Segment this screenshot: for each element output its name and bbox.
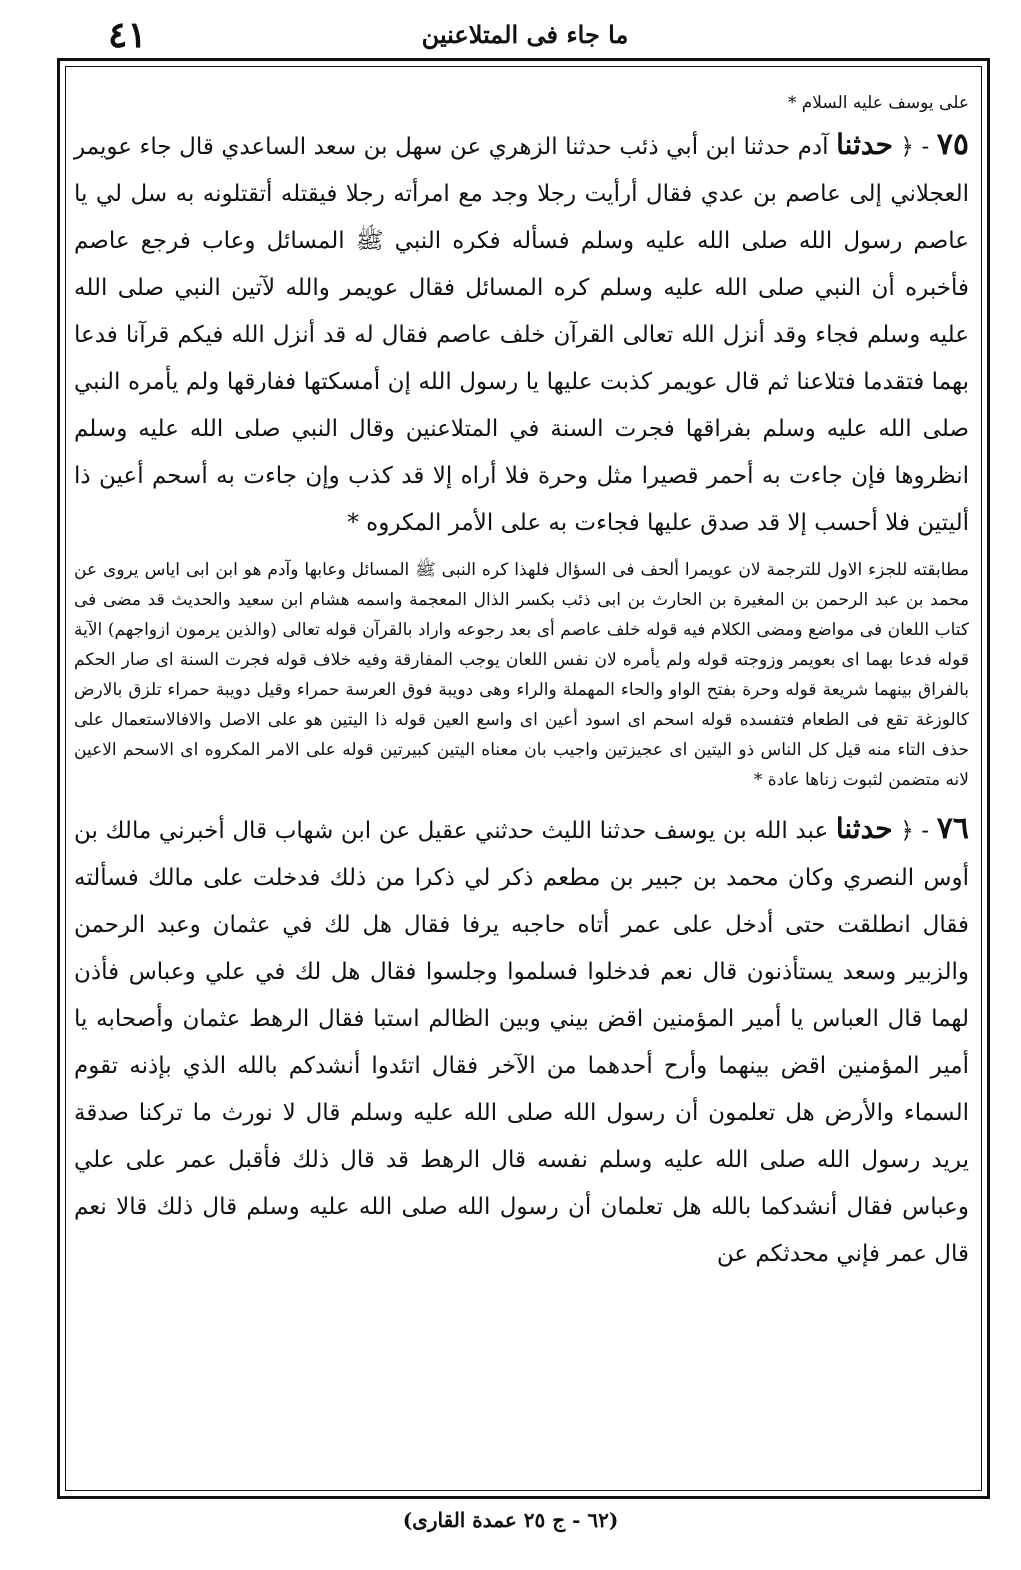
page-header (60, 14, 990, 54)
commentary-block: مطابقته للجزء الاول للترجمة لان عويمرا ألحف فى السؤال فلهذا كره النبى ﷺ المسائل وعابها وآدم هو ابن ابى اياس يروى عن محمد بن عبد الرحمن بن المغيرة بن الحارث بن ابى ذئب بكسر الذال المعجمة واسمه هشام ابن سعيد والحديث قد مضى فى كتاب اللعان فى مواضع ومضى الكلام فيه قوله خلف عاصم أى بعد رجوعه واراد بالقرآن قوله تعالى (والذين يرمون ازواجهم) الآية قوله فدعا بهما اى بعويمر وزوجته قوله ولم يأمره لان نفس اللعان يوجب المفارقة وفيه خلاف قوله فجرت السنة اى صار الحكم بالفراق بينهما شريعة قوله وحرة بفتح الواو والحاء المهملة والراء وهى دويبة فوق العرسة حمراء وقيل دويبة حمراء تلزق بالارض كالوزغة تقع فى الطعام فتفسده قوله اسحم اى اسود أعين اى واسع العين قوله ذا اليتين هو على الاصل والافالاستعمال على حذف التاء منه قيل كل الناس ذو اليتين اى عجيزتين واجيب بان معناه اليتين كبيرتين قوله على الامر المكروه اى الاسحم الاعين لانه متضمن لثبوت زناها عادة * (74, 560, 969, 790)
hadith-text: عبد الله بن يوسف حدثنا الليث حدثني عقيل عن ابن شهاب قال أخبرني مالك بن أوس النصري وكان محمد بن جبير بن مطعم ذكر لي ذكرا من ذلك فدخلت على مالك فسألته فقال انطلقت حتى أدخل على عمر أتاه حاجبه يرفا فقال هل لك في عثمان وعبد الرحمن والزبير وسعد يستأذنون قال نعم فدخلوا فسلموا وجلسوا فقال هل لك في علي وعباس فأذن لهما قال العباس يا أمير المؤمنين اقض بيني وبين الظالم استبا فقال الرهط عثمان وأصحابه يا أمير المؤمنين اقض بينهما وأرح أحدهما من الآخر فقال اتئدوا أنشدكم بالله الذي بإذنه تقوم السماء والأرض هل تعلمون أن رسول الله صلى الله عليه وسلم قال لا نورث ما تركنا صدقة يريد رسول الله صلى الله عليه وسلم نفسه قال الرهط قد قال ذلك فأقبل عمر على علي وعباس فقال أنشدكما بالله هل تعلمان أن رسول الله صلى الله عليه وسلم قال ذلك قالا نعم قال عمر فإني محدثكم عن (74, 818, 969, 1267)
isnad-mark: حدثنا (836, 128, 893, 161)
hadith-number: ٧٦ (936, 811, 970, 846)
inner-frame (65, 66, 982, 1491)
hadith-number: ٧٥ (936, 127, 969, 162)
page-footer: (٦٢ - ج ٢٥ عمدة القارى) (402, 1508, 619, 1532)
page-frame (57, 58, 990, 1499)
isnad-mark: حدثنا (835, 812, 893, 845)
running-title: ما جاء فى المتلاعنين (421, 20, 629, 49)
page-content (74, 91, 969, 1480)
carryover-line: على يوسف عليه السلام * (787, 93, 969, 113)
hadith-75: ٧٥ - ﴿ حدثنا آدم حدثنا ابن أبي ذئب حدثنا الزهري عن سهل بن سعد الساعدي قال جاء عويمر العجلاني إلى عاصم بن عدي فقال أرأيت رجلا وجد مع امرأته رجلا فيقتله أتقتلونه به سل لي يا عاصم رسول الله صلى الله عليه وسلم فسأله فكره النبي ﷺ المسائل وعاب فرجع عاصم فأخبره أن النبي صلى الله عليه وسلم كره المسائل فقال عويمر والله لآتين النبي صلى الله عليه وسلم فجاء وقد أنزل الله تعالى القرآن خلف عاصم فقال له قد أنزل الله فيكم قرآنا فدعا بهما فتقدما فتلاعنا ثم قال عويمر كذبت عليها يا رسول الله إن أمسكتها ففارقها ولم يأمره النبي صلى الله عليه وسلم بفراقها فجرت السنة في المتلاعنين وقال النبي صلى الله عليه وسلم انظروها فإن جاءت به أحمر قصيرا مثل وحرة فلا أراه إلا قد كذب وإن جاءت به أسحم أعين ذا أليتين فلا أحسب إلا قد صدق عليها فجاءت به على الأمر المكروه * (74, 127, 969, 536)
page-number: ٤١ (108, 14, 147, 56)
hadith-76: ٧٦ - ﴿ حدثنا عبد الله بن يوسف حدثنا الليث حدثني عقيل عن ابن شهاب قال أخبرني مالك بن أوس النصري وكان محمد بن جبير بن مطعم ذكر لي ذكرا من ذلك فدخلت على مالك فسألته فقال انطلقت حتى أدخل على عمر أتاه حاجبه يرفا فقال هل لك في عثمان وعبد الرحمن والزبير وسعد يستأذنون قال نعم فدخلوا فسلموا وجلسوا فقال هل لك في علي وعباس فأذن لهما قال العباس يا أمير المؤمنين اقض بيني وبين الظالم استبا فقال الرهط عثمان وأصحابه يا أمير المؤمنين اقض بينهما وأرح أحدهما من الآخر فقال اتئدوا أنشدكم بالله الذي بإذنه تقوم السماء والأرض هل تعلمون أن رسول الله صلى الله عليه وسلم قال لا نورث ما تركنا صدقة يريد رسول الله صلى الله عليه وسلم نفسه قال الرهط قد قال ذلك فأقبل عمر على علي وعباس فقال أنشدكما بالله هل تعلمان أن رسول الله صلى الله عليه وسلم قال ذلك قالا نعم قال عمر فإني محدثكم عن (74, 811, 970, 1267)
hadith-text: آدم حدثنا ابن أبي ذئب حدثنا الزهري عن سهل بن سعد الساعدي قال جاء عويمر العجلاني إلى عاصم بن عدي فقال أرأيت رجلا وجد مع امرأته رجلا فيقتله أتقتلونه به سل لي يا عاصم رسول الله صلى الله عليه وسلم فسأله فكره النبي ﷺ المسائل وعاب فرجع عاصم فأخبره أن النبي صلى الله عليه وسلم كره المسائل فقال عويمر والله لآتين النبي صلى الله عليه وسلم فجاء وقد أنزل الله تعالى القرآن خلف عاصم فقال له قد أنزل الله فيكم قرآنا فدعا بهما فتقدما فتلاعنا ثم قال عويمر كذبت عليها يا رسول الله إن أمسكتها ففارقها ولم يأمره النبي صلى الله عليه وسلم بفراقها فجرت السنة في المتلاعنين وقال النبي صلى الله عليه وسلم انظروها فإن جاءت به أحمر قصيرا مثل وحرة فلا أراه إلا قد كذب وإن جاءت به أسحم أعين ذا أليتين فلا أحسب إلا قد صدق عليها فجاءت به على الأمر المكروه * (74, 134, 969, 536)
